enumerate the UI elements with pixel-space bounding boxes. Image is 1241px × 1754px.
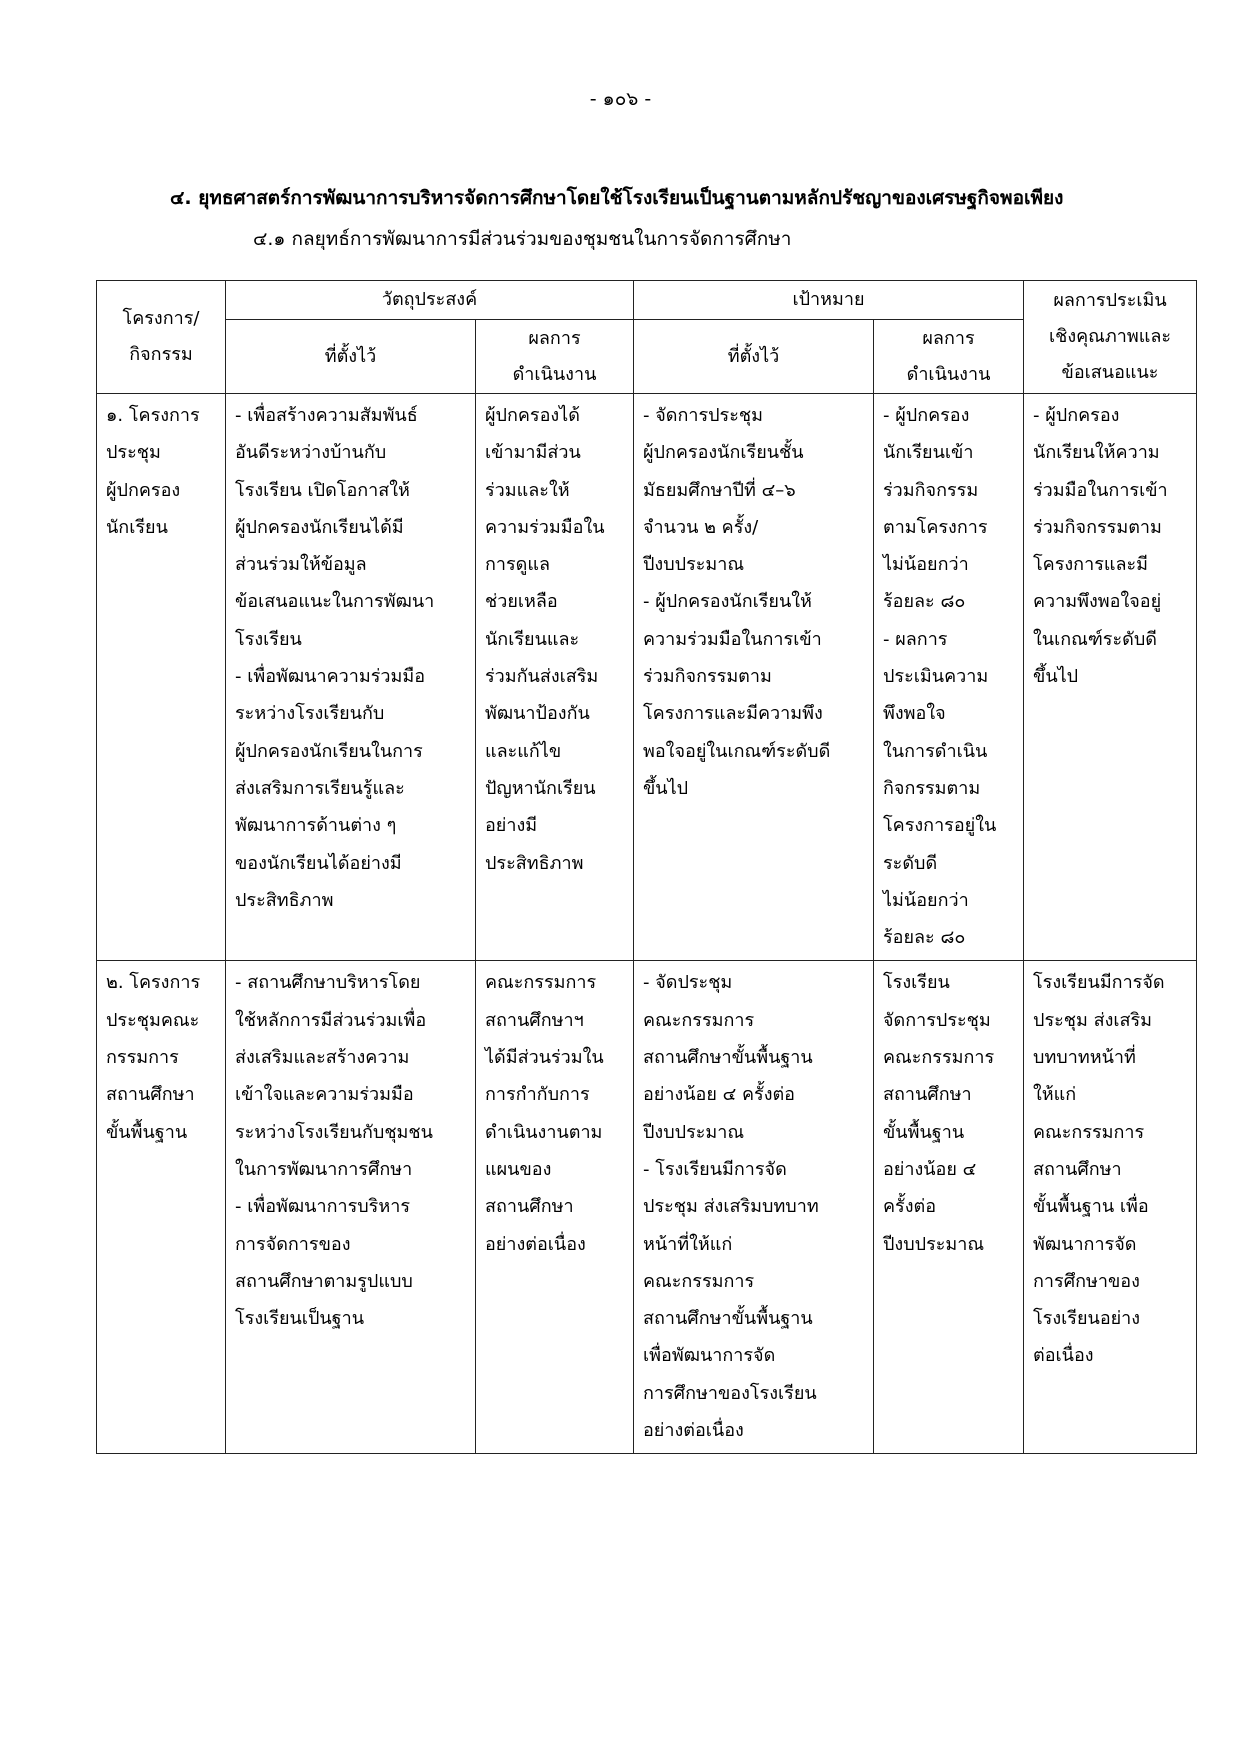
header-target-result: ผลการ ดำเนินงาน	[874, 320, 1024, 394]
cell-line: ความร่วมมือใน	[485, 516, 605, 538]
header-project: โครงการ/ กิจกรรม	[97, 281, 226, 394]
cell-line: อันดีระหว่างบ้านกับ	[235, 442, 387, 464]
cell-line: ร้อยละ ๘๐	[883, 927, 966, 949]
cell-line: ในเกณฑ์ระดับดี	[1033, 628, 1157, 650]
header-evaluation: ผลการประเมิน เชิงคุณภาพและ ข้อเสนอแนะ	[1024, 281, 1197, 394]
cell-line: สถานศึกษา	[106, 1084, 195, 1106]
cell-line: ปีงบประมาณ	[643, 554, 745, 576]
cell-line: สถานศึกษา	[883, 1084, 972, 1106]
cell-line: โครงการและมีความพึง	[643, 703, 823, 725]
page-number: - ๑๐๖ -	[589, 88, 652, 110]
cell-line: โรงเรียน	[883, 972, 950, 994]
cell-objective-result	[476, 394, 634, 961]
cell-line: จัดการประชุม	[883, 1009, 991, 1031]
cell-line: ของนักเรียนได้อย่างมี	[235, 852, 402, 874]
cell-line: ร่วมกิจกรรมตาม	[1033, 516, 1162, 538]
cell-line: - จัดประชุม	[643, 972, 733, 994]
header-target-set: ที่ตั้งไว้	[634, 320, 874, 394]
cell-line: โรงเรียนเป็นฐาน	[235, 1308, 365, 1330]
cell-line: - เพื่อพัฒนาการบริหาร	[235, 1196, 410, 1218]
cell-line: ข้อเสนอแนะในการพัฒนา	[235, 591, 435, 613]
cell-line: - ผู้ปกครองนักเรียนให้	[643, 591, 812, 613]
cell-line: พึงพอใจ	[883, 703, 946, 725]
cell-line: โรงเรียน	[235, 628, 302, 650]
table-row	[97, 961, 1197, 1454]
cell-target-result	[874, 394, 1024, 961]
cell-line: การกำกับการ	[485, 1084, 590, 1106]
cell-line: ต่อเนื่อง	[1033, 1345, 1094, 1367]
table-row	[97, 394, 1197, 961]
strategy-table	[96, 280, 1197, 1454]
cell-project	[97, 394, 226, 961]
header-objective-set: ที่ตั้งไว้	[226, 320, 476, 394]
cell-line: ความร่วมมือในการเข้า	[643, 628, 822, 650]
cell-line: เพื่อพัฒนาการจัด	[643, 1345, 776, 1367]
cell-line: การดูแล	[485, 554, 550, 576]
cell-project	[97, 961, 226, 1454]
cell-line: ผู้ปกครองได้	[485, 405, 580, 426]
cell-line: กรรมการ	[106, 1047, 179, 1069]
cell-line: สถานศึกษาตามรูปแบบ	[235, 1270, 413, 1292]
cell-line: อย่างมี	[485, 815, 538, 837]
cell-line: โครงการและมี	[1033, 554, 1149, 576]
cell-evaluation	[1024, 394, 1197, 961]
cell-line: คณะกรรมการ	[485, 972, 597, 994]
cell-line: นักเรียนให้ความ	[1033, 442, 1160, 464]
cell-line: ร่วมกันส่งเสริม	[485, 666, 599, 688]
table-body	[97, 394, 1197, 1454]
cell-line: ไม่น้อยกว่า	[883, 889, 969, 911]
cell-line: โรงเรียนมีการจัด	[1033, 972, 1165, 994]
cell-line: ระดับดี	[883, 852, 938, 874]
cell-line: นักเรียนและ	[485, 628, 580, 650]
cell-line: ระหว่างโรงเรียนกับ	[235, 703, 385, 725]
cell-line: พอใจอยู่ในเกณฑ์ระดับดี	[643, 740, 831, 762]
cell-line: ๑. โครงการ	[106, 405, 200, 426]
cell-line: กิจกรรมตาม	[883, 777, 981, 799]
cell-line: ในการพัฒนาการศึกษา	[235, 1158, 413, 1180]
cell-line: สถานศึกษาฯ	[485, 1009, 584, 1031]
cell-line: คณะกรรมการ	[643, 1270, 755, 1292]
cell-line: ๒. โครงการ	[106, 972, 201, 994]
cell-line: คณะกรรมการ	[643, 1009, 755, 1031]
cell-line: การจัดการของ	[235, 1233, 351, 1255]
cell-line: - ผลการ	[883, 628, 948, 650]
cell-line: - สถานศึกษาบริหารโดย	[235, 972, 421, 994]
cell-line: ขึ้นไป	[1033, 666, 1079, 688]
cell-line: พัฒนาการด้านต่าง ๆ	[235, 815, 397, 837]
cell-line: พัฒนาป้องกัน	[485, 703, 590, 725]
cell-line: - เพื่อสร้างความสัมพันธ์	[235, 405, 418, 426]
cell-line: ประสิทธิภาพ	[235, 889, 334, 911]
cell-line: สถานศึกษาขั้นพื้นฐาน	[643, 1308, 813, 1330]
cell-line: ประชุมคณะ	[106, 1009, 200, 1031]
cell-line: การศึกษาของโรงเรียน	[643, 1382, 817, 1404]
cell-line: อย่างน้อย ๔ ครั้งต่อ	[643, 1084, 795, 1106]
cell-line: โรงเรียน เปิดโอกาสให้	[235, 479, 410, 501]
cell-line: ตามโครงการ	[883, 516, 988, 538]
cell-line: ประชุม	[106, 442, 161, 464]
cell-line: ให้แก่	[1033, 1084, 1077, 1106]
cell-objective-set	[226, 394, 476, 961]
cell-target-set	[634, 394, 874, 961]
cell-line: - ผู้ปกครอง	[883, 405, 970, 426]
cell-line: สถานศึกษาขั้นพื้นฐาน	[643, 1047, 813, 1069]
cell-line: ผู้ปกครองนักเรียนในการ	[235, 740, 423, 762]
cell-target-result	[874, 961, 1024, 1454]
cell-line: ร่วมกิจกรรม	[883, 479, 979, 501]
cell-line: ปัญหานักเรียน	[485, 777, 596, 799]
cell-objective-set	[226, 961, 476, 1454]
cell-line: โรงเรียนอย่าง	[1033, 1308, 1141, 1330]
cell-line: สถานศึกษา	[485, 1196, 574, 1218]
cell-line: ความพึงพอใจอยู่	[1033, 591, 1162, 613]
cell-line: พัฒนาการจัด	[1033, 1233, 1137, 1255]
cell-line: เข้ามามีส่วน	[485, 442, 581, 464]
cell-line: ผู้ปกครองนักเรียนชั้น	[643, 442, 804, 464]
subsection-heading: ๔.๑ กลยุทธ์การพัฒนาการมีส่วนร่วมของชุมชนในการจัดการศึกษา	[253, 228, 792, 250]
cell-line: ผู้ปกครองนักเรียนได้มี	[235, 516, 404, 538]
cell-objective-result	[476, 961, 634, 1454]
cell-line: เข้าใจและความร่วมมือ	[235, 1084, 414, 1106]
cell-line: ประเมินความ	[883, 666, 989, 688]
cell-line: แผนของ	[485, 1158, 552, 1180]
cell-line: อย่างน้อย ๔	[883, 1158, 977, 1180]
cell-line: ร่วมและให้	[485, 479, 570, 501]
cell-line: ครั้งต่อ	[883, 1196, 936, 1218]
cell-line: ประสิทธิภาพ	[485, 852, 584, 874]
cell-line: นักเรียน	[106, 516, 168, 538]
cell-line: - ผู้ปกครอง	[1033, 405, 1120, 426]
cell-line: นักเรียนเข้า	[883, 442, 974, 464]
cell-target-set	[634, 961, 874, 1454]
section-heading: ๔. ยุทธศาสตร์การพัฒนาการบริหารจัดการศึกษาโดยใช้โรงเรียนเป็นฐานตามหลักปรัชญาของเศรษฐกิจพอเพียง	[170, 187, 1064, 209]
cell-line: ส่วนร่วมให้ข้อมูล	[235, 554, 367, 576]
cell-line: มัธยมศึกษาปีที่ ๔–๖	[643, 479, 796, 501]
header-objective: วัตถุประสงค์	[226, 281, 634, 320]
cell-line: ไม่น้อยกว่า	[883, 554, 969, 576]
cell-evaluation	[1024, 961, 1197, 1454]
cell-line: หน้าที่ให้แก่	[643, 1233, 733, 1255]
cell-line: ส่งเสริมการเรียนรู้และ	[235, 777, 405, 799]
cell-line: ขั้นพื้นฐาน	[106, 1121, 188, 1143]
cell-line: ขั้นพื้นฐาน เพื่อ	[1033, 1196, 1149, 1218]
cell-line: ร่วมมือในการเข้า	[1033, 479, 1168, 501]
cell-line: ประชุม ส่งเสริม	[1033, 1009, 1153, 1031]
cell-line: ระหว่างโรงเรียนกับชุมชน	[235, 1121, 433, 1143]
cell-line: ปีงบประมาณ	[883, 1233, 985, 1255]
cell-line: ได้มีส่วนร่วมใน	[485, 1047, 604, 1069]
cell-line: สถานศึกษา	[1033, 1158, 1122, 1180]
cell-line: ช่วยเหลือ	[485, 591, 558, 613]
cell-line: - จัดการประชุม	[643, 405, 763, 426]
cell-line: ร้อยละ ๘๐	[883, 591, 966, 613]
cell-line: คณะกรรมการ	[1033, 1121, 1145, 1143]
cell-line: อย่างต่อเนื่อง	[643, 1420, 744, 1442]
cell-line: ประชุม ส่งเสริมบทบาท	[643, 1196, 819, 1218]
cell-line: ใช้หลักการมีส่วนร่วมเพื่อ	[235, 1009, 427, 1031]
cell-line: จำนวน ๒ ครั้ง/	[643, 516, 759, 538]
cell-line: โครงการอยู่ใน	[883, 815, 997, 837]
cell-line: ขึ้นไป	[643, 777, 689, 799]
cell-line: ขั้นพื้นฐาน	[883, 1121, 965, 1143]
header-target: เป้าหมาย	[634, 281, 1024, 320]
cell-line: และแก้ไข	[485, 740, 562, 762]
cell-line: คณะกรรมการ	[883, 1047, 995, 1069]
header-objective-result: ผลการ ดำเนินงาน	[476, 320, 634, 394]
cell-line: ปีงบประมาณ	[643, 1121, 745, 1143]
cell-line: ในการดำเนิน	[883, 740, 988, 762]
cell-line: ร่วมกิจกรรมตาม	[643, 666, 772, 688]
cell-line: ดำเนินงานตาม	[485, 1121, 603, 1143]
cell-line: ส่งเสริมและสร้างความ	[235, 1047, 410, 1069]
cell-line: - เพื่อพัฒนาความร่วมมือ	[235, 666, 426, 688]
cell-line: อย่างต่อเนื่อง	[485, 1233, 586, 1255]
cell-line: - โรงเรียนมีการจัด	[643, 1158, 787, 1180]
cell-line: ผู้ปกครอง	[106, 479, 181, 501]
cell-line: การศึกษาของ	[1033, 1270, 1140, 1292]
cell-line: บทบาทหน้าที่	[1033, 1047, 1136, 1069]
